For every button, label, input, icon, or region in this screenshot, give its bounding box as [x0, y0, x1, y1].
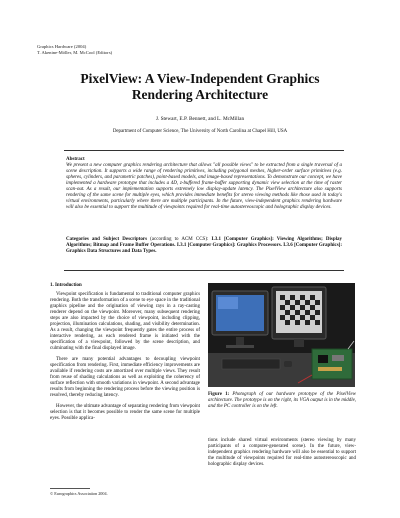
figure-caption-label: Figure 1:	[208, 392, 230, 397]
section-heading: 1. Introduction	[50, 283, 82, 288]
running-head	[37, 44, 112, 55]
intro-paragraph-2: There are many potential advantages to decoupling viewpoint specification from rendering. First, immediate efficiency improvements are available if rendering costs are amortized over multiple views. They result from reuse of shading calculations as well as exploiting the coherency of surface reflection with smooth variations in viewpoint. A second advantage results from beginning the rendering process before the viewing position is resolved, thereby reducing latency.	[50, 357, 200, 399]
abstract-top-rule	[64, 150, 344, 151]
venue-line: Graphics Hardware (2004)	[37, 44, 87, 49]
title-line-2: Rendering Architecture	[131, 87, 269, 102]
editors-line: T. Akenine-Möller, M. McCool (Editors)	[37, 49, 113, 55]
figure-caption	[208, 392, 356, 410]
figure-photograph	[208, 283, 355, 387]
left-column	[50, 283, 200, 427]
footer-rule	[50, 488, 90, 489]
paper-title	[0, 71, 400, 103]
intro-paragraph-3: However, the ultimate advantage of separating rendering from viewpoint selection is that it becomes possible to render the same scene for multiple eyes. Possible applica-	[50, 404, 200, 422]
categories	[66, 237, 342, 255]
abstract-bottom-rule	[64, 270, 344, 271]
author-list: J. Stewart, E.P. Bennett, and L. McMillan	[155, 116, 245, 122]
prototype-photo	[208, 283, 355, 387]
right-column	[208, 438, 356, 473]
abstract-heading: Abstract	[66, 157, 85, 162]
copyright-footer: © Eurographics Association 2004.	[50, 491, 108, 496]
categories-text: I.3.1 [Computer Graphics]: Viewing Algorithms; Display Algorithms; Bitmap and Frame Buffer Operations. I.3.1 [Computer Graphics]: Graphics Processors. I.3.6 [Computer Graphics]: Graphics Data Structures and Data Types.	[66, 237, 343, 255]
title-line-1: PixelView: A View-Independent Graphics	[80, 71, 320, 86]
categories-label: Categories and Subject Descriptors	[66, 237, 148, 242]
affiliation: Department of Computer Science, The University of North Carolina at Chapel Hill, USA	[112, 129, 288, 134]
categories-acm: (according to ACM CCS):	[150, 237, 209, 242]
abstract-text: We present a new computer graphics rendering architecture that allows "all possible views" to be extracted from a single traversal of a scene description. It supports a wide range of rendering primitives, including polygonal meshes, higher-order surface primitives (e.g. spheres, cylinders, and parametric patches), point-based models, and image-based representations. To demonstrate our concept, we have implemented a hardware prototype that includes a 4D, z-buffered frame-buffer supporting dynamic view selection at the time of raster scan-out. As a result, our implementation supports extremely low display-update latency. The PixelView architecture also supports rendering of the same scene for multiple eyes, which provides immediate benefits for stereo viewing methods like those used in today's virtual environments, particularly where there are multiple participants. In the future, view-independent graphics rendering hardware will also be essential to support the multitude of viewpoints required for real-time autostereoscopic and holographic display devices.	[66, 163, 342, 211]
intro-paragraph-1: Viewpoint specification is fundamental to traditional computer graphics rendering. Both the transformation of a scene to eye space in the traditional graphics pipeline and the origination of viewing rays in a ray-casting renderer depend on the viewpoint. Moreover, many subsequent rendering steps are also impacted by the choice of viewpoint, including clipping, projection, illumination calculations, shading, and visibility determination. As a result, changing the viewpoint frequently gates the entire process of interactive rendering, as each rendered frame is initiated with the specification of a viewpoint, followed by the scene description, and culminating with the final displayed image.	[50, 292, 200, 352]
figure-caption-text: Photograph of our hardware prototype of the PixelView architecture. The prototype is on the right, its VGA output is in the middle, and the PC controller is on the left.	[208, 392, 357, 410]
abstract	[66, 157, 342, 211]
right-column-text: tions include shared virtual environments (stereo viewing by many participants of a computer-generated scene). In the future, view-independent graphics rendering hardware will also be essential to support the multitude of viewpoints required for real-time autostereoscopic and holographic display devices.	[208, 438, 356, 468]
